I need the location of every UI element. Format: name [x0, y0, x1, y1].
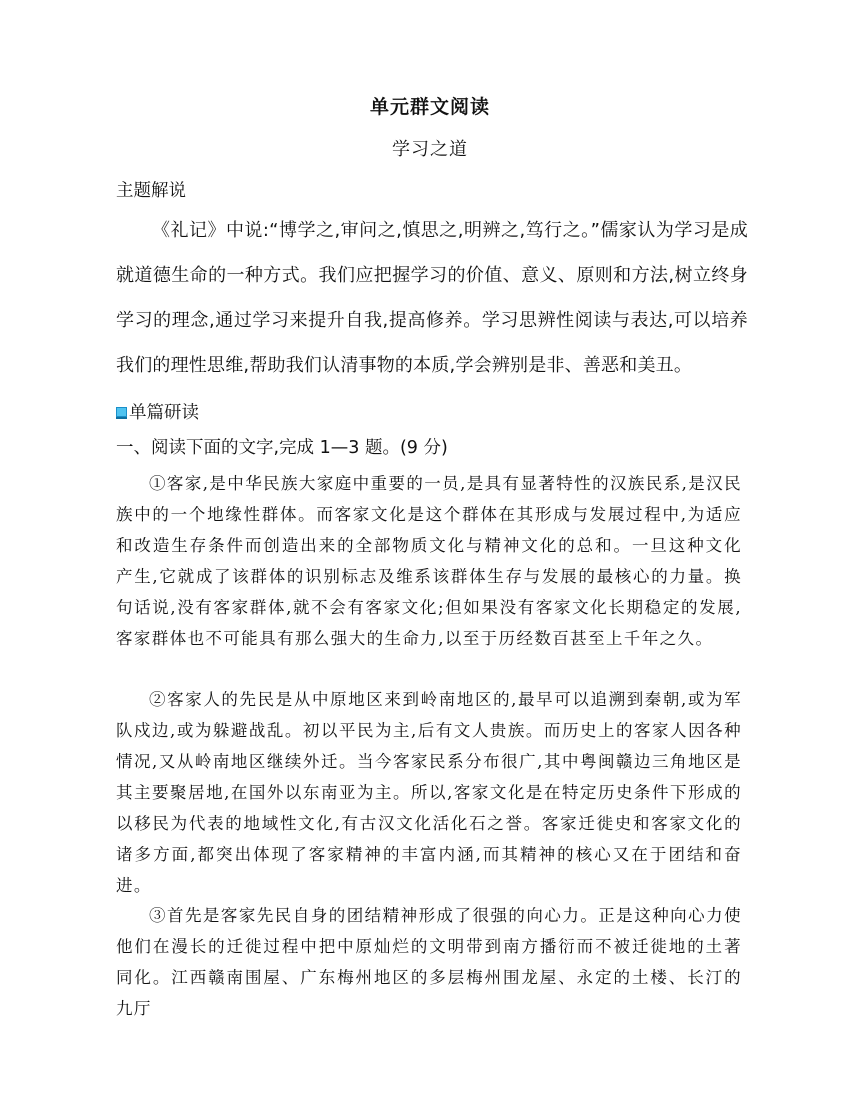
document-subtitle: 学习之道 [392, 139, 468, 160]
theme-heading: 主题解说 [116, 181, 186, 201]
section-heading-wrapper [116, 399, 199, 424]
question-heading: 一、阅读下面的文字,完成 1—3 题。(9 分) [116, 438, 448, 458]
book-icon [116, 404, 127, 416]
paragraph-1: ①客家,是中华民族大家庭中重要的一员,是具有显著特性的汉族民系,是汉民族中的一个地缘性群体。而客家文化是这个群体在其形成与发展过程中,为适应和改造生存条件而创造出来的全部物质文化与精神文化的总和。一旦这种文化产生,它就成了该群体的识别标志及维系该群体生存与发展的最核心的力量。换句话说,没有客家群体,就不会有客家文化;但如果没有客家文化长期稳定的发展,客家群体也不可能具有那么强大的生命力,以至于历经数百甚至上千年之久。 [116, 474, 742, 648]
document-title: 单元群文阅读 [369, 96, 490, 118]
section-heading: 单篇研读 [129, 403, 199, 423]
theme-text: 《礼记》中说:“博学之,审问之,慎思之,明辨之,笃行之。”儒家认为学习是成就道德生命的一种方式。我们应把握学习的价值、意义、原则和方法,树立终身学习的理念,通过学习来提升自我,提高修养。学习思辨性阅读与表达,可以培养我们的理性思维,帮助我们认清事物的本质,学会辨别是非、善恶和美丑。 [116, 220, 748, 376]
paragraph-3: ③首先是客家先民自身的团结精神形成了很强的向心力。正是这种向心力使他们在漫长的迁徙过程中把中原灿烂的文明带到南方播衍而不被迁徙地的土著同化。江西赣南围屋、广东梅州地区的多层梅州围龙屋、永定的土楼、长汀的九厅 [116, 906, 742, 1018]
paragraph-2: ②客家人的先民是从中原地区来到岭南地区的,最早可以追溯到秦朝,或为军队戍边,或为躲避战乱。初以平民为主,后有文人贵族。而历史上的客家人因各种情况,又从岭南地区继续外迁。当今客家民系分布很广,其中粤闽赣边三角地区是其主要聚居地,在国外以东南亚为主。所以,客家文化是在特定历史条件下形成的以移民为代表的地域性文化,有古汉文化活化石之誉。客家迁徙史和客家文化的诸多方面,都突出体现了客家精神的丰富内涵,而其精神的核心又在于团结和奋进。 [116, 690, 742, 895]
